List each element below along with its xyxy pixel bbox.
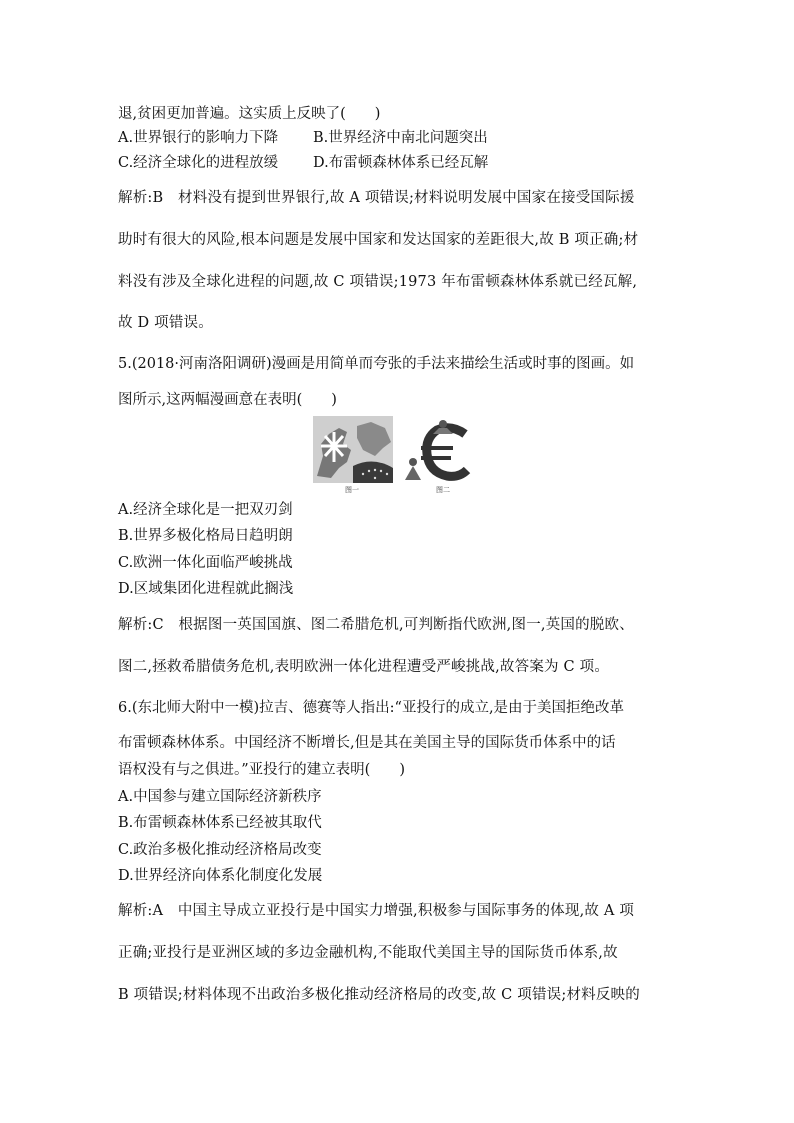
q6-option-d: D.世界经济向体系化制度化发展	[118, 868, 323, 884]
q4-analysis-line-4: 故 D 项错误。	[118, 315, 213, 331]
q6-analysis-line-3: B 项错误;材料体现不出政治多极化推动经济格局的改变,故 C 项错误;材料反映的	[118, 987, 640, 1003]
q6-analysis-line-1: 解析:A 中国主导成立亚投行是中国实力增强,积极参与国际事务的体现,故 A 项	[118, 903, 635, 919]
figure-one-caption: 图一	[345, 486, 359, 494]
q5-stem-line-2: 图所示,这两幅漫画意在表明( )	[118, 392, 337, 408]
figure-two-caption: 图二	[436, 486, 450, 494]
q6-analysis-line-2: 正确;亚投行是亚洲区域的多边金融机构,不能取代美国主导的国际货币体系,故	[118, 945, 618, 961]
q4-option-a: A.世界银行的影响力下降	[118, 130, 279, 146]
q4-option-d: D.布雷顿森林体系已经瓦解	[313, 155, 489, 171]
q4-stem-tail: 退,贫困更加普遍。这实质上反映了( )	[118, 106, 381, 122]
q4-option-b: B.世界经济中南北问题突出	[313, 130, 488, 146]
q6-stem-line-3: 语权没有与之俱进。”亚投行的建立表明( )	[118, 762, 405, 778]
cartoon-figure-image	[313, 416, 480, 483]
q5-analysis-line-1: 解析:C 根据图一英国国旗、图二希腊危机,可判断指代欧洲,图一,英国的脱欧、	[118, 617, 634, 633]
figure-two-head-left	[409, 458, 417, 466]
q4-analysis-line-1: 解析:B 材料没有提到世界银行,故 A 项错误;材料说明发展中国家在接受国际援	[118, 190, 635, 206]
q4-analysis-line-3: 料没有涉及全球化进程的问题,故 C 项错误;1973 年布雷顿森林体系就已经瓦解,	[118, 274, 638, 290]
q5-stem-line-1: 5.(2018·河南洛阳调研)漫画是用简单而夸张的手法来描绘生活或时事的图画。如	[118, 356, 635, 372]
q5-analysis-line-2: 图二,拯救希腊债务危机,表明欧洲一体化进程遭受严峻挑战,故答案为 C 项。	[118, 659, 610, 675]
cartoon-figure	[313, 416, 480, 483]
q5-option-c: C.欧洲一体化面临严峻挑战	[118, 555, 293, 571]
q5-option-d: D.区域集团化进程就此搁浅	[118, 581, 294, 597]
q6-option-b: B.布雷顿森林体系已经被其取代	[118, 815, 322, 831]
q4-option-c: C.经济全球化的进程放缓	[118, 155, 279, 171]
q4-analysis-line-2: 助时有很大的风险,根本问题是发展中国家和发达国家的差距很大,故 B 项正确;材	[118, 232, 639, 248]
figure-two-head-top	[439, 420, 447, 428]
q6-stem-line-1: 6.(东北师大附中一模)拉吉、德赛等人指出:“亚投行的成立,是由于美国拒绝改革	[118, 700, 625, 716]
q6-stem-line-2: 布雷顿森林体系。中国经济不断增长,但是其在美国主导的国际货币体系中的话	[118, 735, 616, 751]
q5-option-a: A.经济全球化是一把双刃剑	[118, 502, 293, 518]
q6-option-a: A.中国参与建立国际经济新秩序	[118, 789, 322, 805]
q6-option-c: C.政治多极化推动经济格局改变	[118, 842, 322, 858]
q5-option-b: B.世界多极化格局日趋明朗	[118, 528, 293, 544]
